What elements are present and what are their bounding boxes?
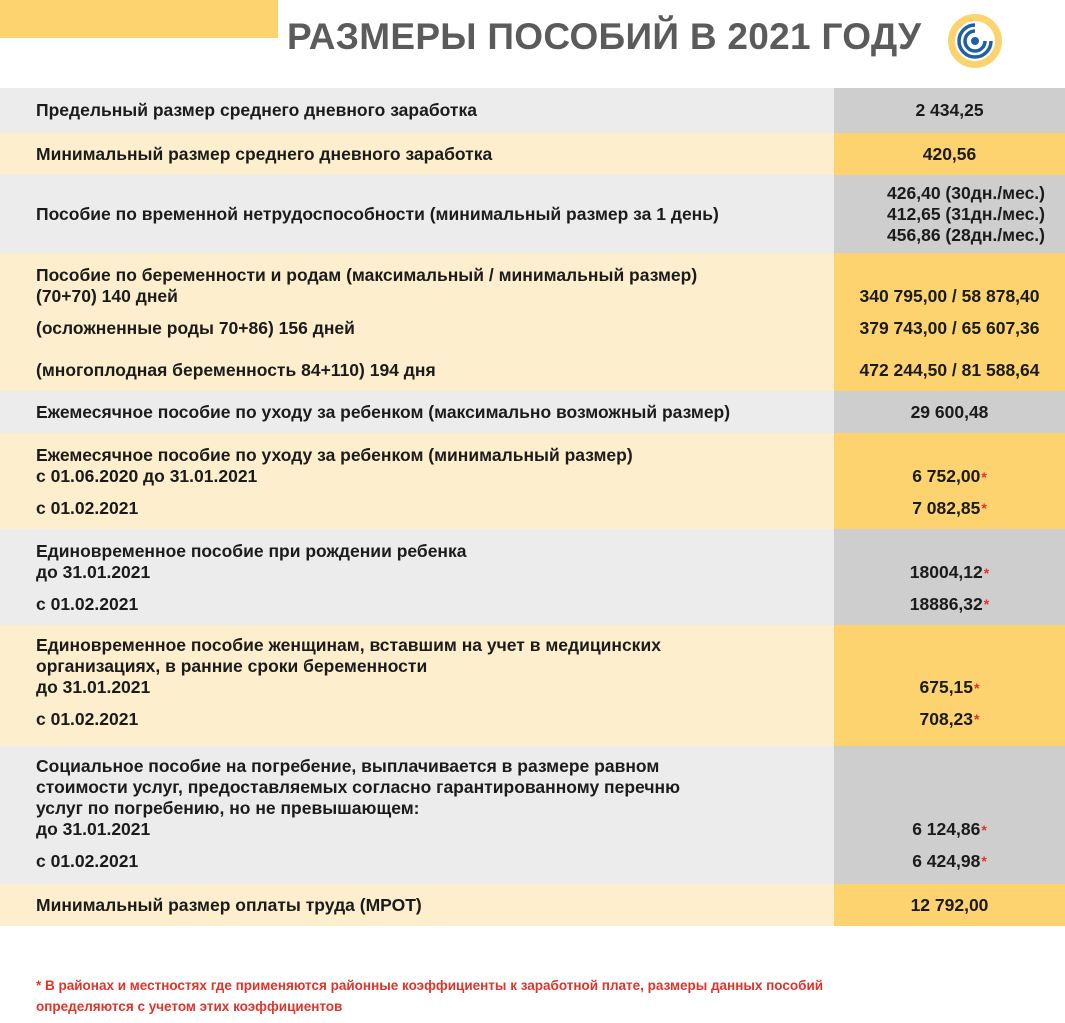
table-row bbox=[0, 391, 1065, 433]
row-label: с 01.02.2021 bbox=[36, 497, 139, 518]
row-value: 675,15 * bbox=[919, 677, 980, 697]
row-label: стоимости услуг, предоставляемых согласно гарантированному перечню bbox=[36, 777, 681, 797]
footnote-line: определяются с учетом этих коэффициентов bbox=[36, 999, 343, 1014]
row-label: с 01.06.2020 до 31.01.2021 bbox=[36, 466, 258, 486]
table-row bbox=[0, 133, 1065, 175]
row-label: Минимальный размер оплаты труда (МРОТ) bbox=[0, 884, 834, 926]
row-value: 708,23 * bbox=[919, 708, 980, 729]
table-row bbox=[0, 529, 1065, 625]
row-label: Минимальный размер среднего дневного заработка bbox=[0, 133, 834, 175]
social-fund-logo-icon bbox=[946, 12, 1004, 70]
row-value: 18886,32 * bbox=[909, 593, 990, 614]
row-value: 472 244,50 / 81 588,64 bbox=[859, 359, 1040, 380]
table-row bbox=[0, 625, 1065, 746]
table-row bbox=[0, 884, 1065, 926]
row-label: до 31.01.2021 bbox=[36, 819, 151, 839]
row-label: (70+70) 140 дней bbox=[36, 286, 178, 306]
header-accent-bar bbox=[0, 0, 278, 38]
row-value: 2 434,25 bbox=[834, 88, 1065, 133]
row-label: до 31.01.2021 bbox=[36, 677, 151, 697]
table-row bbox=[0, 175, 1065, 253]
row-value-line: 426,40 (30дн./мес.) bbox=[887, 182, 1045, 203]
row-value: 379 743,00 / 65 607,36 bbox=[859, 317, 1040, 338]
row-label: с 01.02.2021 bbox=[36, 708, 139, 729]
row-label: Единовременное пособие женщинам, вставшим на учет в медицинских bbox=[36, 635, 661, 655]
table-row bbox=[0, 433, 1065, 529]
footnote-line: * В районах и местностях где применяются районные коэффициенты к заработной плате, размеры данных пособий bbox=[36, 978, 824, 993]
row-label: с 01.02.2021 bbox=[36, 593, 139, 614]
row-label: Ежемесячное пособие по уходу за ребенком (максимально возможный размер) bbox=[0, 391, 834, 433]
row-value: 29 600,48 bbox=[834, 391, 1065, 433]
row-label: Пособие по временной нетрудоспособности (минимальный размер за 1 день) bbox=[0, 175, 834, 253]
row-value: 12 792,00 bbox=[834, 884, 1065, 926]
row-label: до 31.01.2021 bbox=[36, 562, 151, 582]
row-value: 340 795,00 / 58 878,40 bbox=[859, 286, 1040, 306]
row-value: 6 752,00 * bbox=[912, 466, 987, 486]
row-label: услуг по погребению, но не превышающем: bbox=[36, 798, 420, 818]
row-value-line: 412,65 (31дн./мес.) bbox=[887, 203, 1045, 224]
row-value bbox=[834, 175, 1065, 253]
row-label: Ежемесячное пособие по уходу за ребенком (минимальный размер) bbox=[36, 445, 633, 465]
row-label: Предельный размер среднего дневного заработка bbox=[0, 88, 834, 133]
row-label: с 01.02.2021 bbox=[36, 850, 139, 871]
table-row bbox=[0, 253, 1065, 391]
row-value: 6 424,98 * bbox=[912, 850, 987, 871]
row-label: организациях, в ранние сроки беременности bbox=[36, 656, 428, 676]
benefits-table bbox=[0, 88, 1065, 926]
row-label: (осложненные роды 70+86) 156 дней bbox=[36, 317, 355, 338]
row-value-line: 456,86 (28дн./мес.) bbox=[887, 224, 1045, 245]
row-value: 6 124,86 * bbox=[912, 819, 987, 839]
row-label: (многоплодная беременность 84+110) 194 дня bbox=[36, 359, 436, 380]
row-label: Пособие по беременности и родам (максимальный / минимальный размер) bbox=[36, 265, 698, 285]
row-value: 7 082,85 * bbox=[912, 497, 987, 518]
table-row bbox=[0, 746, 1065, 884]
page-title: РАЗМЕРЫ ПОСОБИЙ В 2021 ГОДУ bbox=[287, 16, 922, 57]
row-label: Единовременное пособие при рождении ребенка bbox=[36, 541, 467, 561]
row-value: 18004,12 * bbox=[909, 562, 990, 582]
row-value: 420,56 bbox=[834, 133, 1065, 175]
footnote bbox=[36, 975, 1036, 1017]
table-row bbox=[0, 88, 1065, 133]
row-label: Социальное пособие на погребение, выплачивается в размере равном bbox=[36, 756, 660, 776]
